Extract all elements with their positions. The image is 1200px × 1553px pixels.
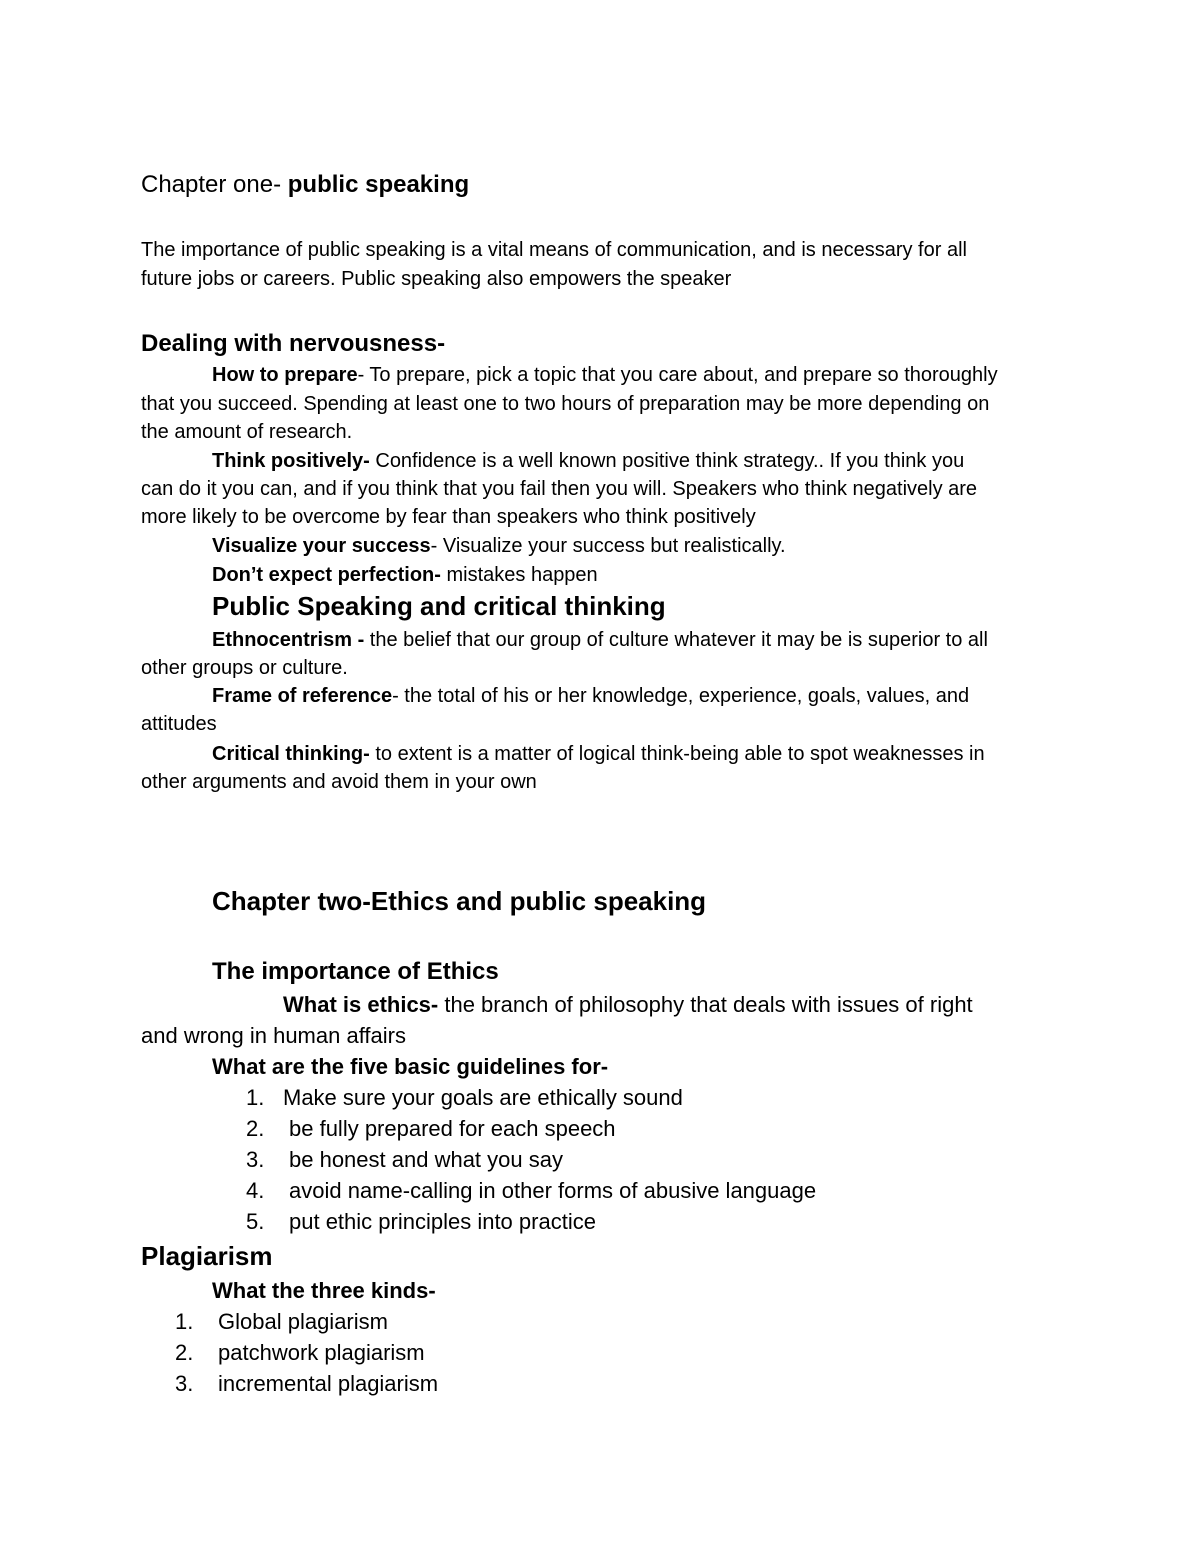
critical-thinking-heading: Public Speaking and critical thinking [212, 591, 666, 621]
perfection-text: mistakes happen [440, 564, 598, 586]
intro-line-1: The importance of public speaking is a vital means of communication, and is necessary for all [141, 239, 967, 261]
perfection-term: Don’t expect perfection- [212, 564, 441, 586]
ethics-line-2: and wrong in human affairs [141, 1023, 406, 1048]
guideline-item: be fully prepared for each speech [289, 1116, 616, 1141]
importance-ethics-heading: The importance of Ethics [212, 958, 499, 985]
prepare-line-3: the amount of research. [141, 421, 353, 443]
guideline-number: 2. [246, 1116, 265, 1141]
ethnocentrism-term: Ethnocentrism - [212, 629, 365, 651]
frame-term: Frame of reference [212, 685, 393, 707]
frame-line-1 [212, 682, 969, 710]
guideline-item: be honest and what you say [289, 1147, 563, 1172]
kind-number: 2. [175, 1340, 194, 1365]
chapter-two-title: Chapter two-Ethics and public speaking [212, 886, 707, 916]
guideline-number: 4. [246, 1178, 265, 1203]
kinds-heading: What the three kinds- [212, 1278, 436, 1303]
prepare-text: - To prepare, pick a topic that you care about, and prepare so thoroughly [357, 364, 998, 386]
prepare-line-2: that you succeed. Spending at least one to two hours of preparation may be more depending on [141, 393, 990, 415]
guideline-number: 5. [246, 1209, 265, 1234]
kind-number: 3. [175, 1371, 194, 1396]
guideline-number: 3. [246, 1147, 265, 1172]
ethnocentrism-line-2: other groups or culture. [141, 657, 348, 679]
chapter-one-title-prefix: Chapter one- [141, 171, 288, 198]
visualize-text: - Visualize your success but realistically. [430, 535, 786, 557]
intro-line-2: future jobs or careers. Public speaking also empowers the speaker [141, 268, 732, 290]
ethics-term: What is ethics- [283, 992, 439, 1017]
critical-line-2: other arguments and avoid them in your own [141, 771, 537, 793]
critical-text: to extent is a matter of logical think-being able to spot weaknesses in [369, 743, 985, 765]
frame-line-2: attitudes [141, 713, 217, 735]
prepare-line-1 [212, 361, 998, 389]
positive-term: Think positively- [212, 450, 370, 472]
guideline-item: Make sure your goals are ethically sound [283, 1085, 683, 1110]
positive-line-3: more likely to be overcome by fear than speakers who think positively [141, 506, 756, 528]
frame-text: - the total of his or her knowledge, experience, goals, values, and [392, 685, 970, 707]
ethics-text: the branch of philosophy that deals with issues of right [438, 992, 973, 1017]
ethnocentrism-text: the belief that our group of culture whatever it may be is superior to all [364, 629, 988, 651]
perfection-line [212, 561, 598, 589]
kind-item: patchwork plagiarism [218, 1340, 425, 1365]
guideline-item: put ethic principles into practice [289, 1209, 596, 1234]
prepare-term: How to prepare [212, 364, 358, 386]
positive-line-1 [212, 447, 964, 475]
ethics-line-1 [283, 990, 973, 1020]
positive-line-2: can do it you can, and if you think that you fail then you will. Speakers who think negatively are [141, 478, 978, 500]
guidelines-heading: What are the five basic guidelines for- [212, 1054, 609, 1079]
kind-number: 1. [175, 1309, 194, 1334]
chapter-one-title-bold: public speaking [287, 171, 470, 198]
kind-item: incremental plagiarism [218, 1371, 439, 1396]
guideline-number: 1. [246, 1085, 265, 1110]
positive-text: Confidence is a well known positive think strategy.. If you think you [369, 450, 965, 472]
kind-item: Global plagiarism [218, 1309, 388, 1334]
ethnocentrism-line-1 [212, 626, 988, 654]
critical-term: Critical thinking- [212, 743, 370, 765]
chapter-one-title [141, 170, 469, 200]
plagiarism-heading: Plagiarism [141, 1241, 273, 1271]
nervousness-heading: Dealing with nervousness- [141, 330, 446, 357]
critical-line-1 [212, 740, 985, 768]
visualize-line [212, 532, 786, 560]
guideline-item: avoid name-calling in other forms of abusive language [289, 1178, 817, 1203]
visualize-term: Visualize your success [212, 535, 431, 557]
